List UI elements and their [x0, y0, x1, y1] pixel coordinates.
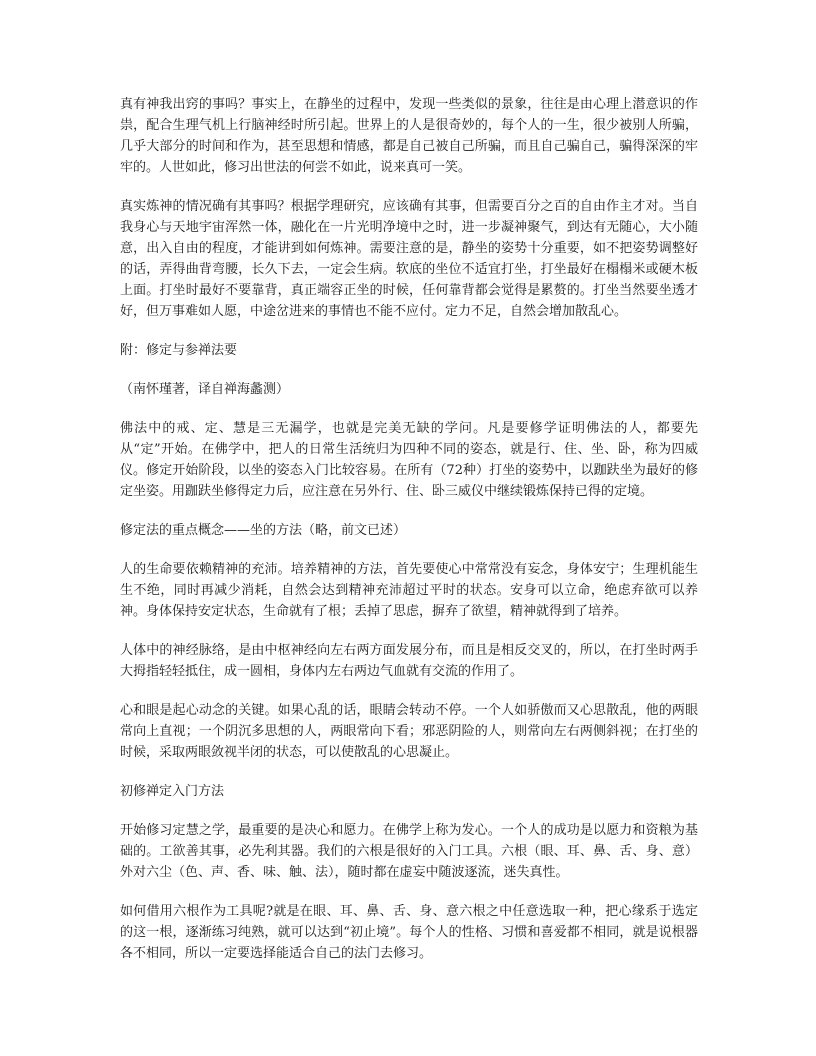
document-page [120, 94, 698, 982]
author-note: （南怀瑾著，译自禅海蠡测） [120, 382, 290, 397]
paragraph-six-roots: 如何借用六根作为工具呢?就是在眼、耳、鼻、舌、身、意六根之中任意选取一种，把心缘系于选定的这一根，逐渐练习纯熟，就可以达到“初止境”。每个人的性格、习惯和喜爱都不相同，就是说根器各不相同，所以一定要选择能适合自己的法门去修习。 [120, 904, 698, 961]
section-heading-beginner-methods: 初修禅定入门方法 [120, 784, 225, 799]
paragraph-out-of-body: 真有神我出窍的事吗？事实上，在静坐的过程中，发现一些类似的景象，往往是由心理上潜意识的作祟，配合生理气机上行脑神经时所引起。世界上的人是很奇妙的，每个人的一生，很少被别人所骗，几乎大部分的时间和作为，甚至思想和情感，都是自己被自己所骗，而且自己骗自己，骗得深深的牢牢的。人世如此，修习出世法的何尝不如此，说来真可一笑。 [120, 97, 698, 175]
paragraph-nerve-channels: 人体中的神经脉络，是由中枢神经向左右两方面发展分布，而且是相反交叉的，所以，在打坐时两手大拇指轻轻抵住，成一圆相，身体内左右两边气血就有交流的作用了。 [120, 643, 698, 679]
paragraph-refining-spirit: 真实炼神的情况确有其事吗？根据学理研究，应该确有其事，但需要百分之百的自由作主才对。当自我身心与天地宇宙浑然一体，融化在一片光明净境中之时，进一步凝神聚气，到达有无随心，大小随意，出入自由的程度，才能讲到如何炼神。需要注意的是，静坐的姿势十分重要，如不把姿势调整好的话，弄得曲背弯腰，长久下去，一定会生病。软底的坐位不适宜打坐，打坐最好在榻榻米或硬木板上面。打坐时最好不要靠背，真正端容正坐的时候，任何靠背都会觉得是累赘的。打坐当然要坐透才好，但万事难如人愿，中途岔进来的事情也不能不应付。定力不足，自然会增加散乱心。 [120, 199, 698, 319]
paragraph-heart-and-eyes: 心和眼是起心动念的关键。如果心乱的话，眼睛会转动不停。一个人如骄傲而又心思散乱，他的两眼常向上直视；一个阴沉多思想的人，两眼常向下看；邪恶阴险的人，则常向左右两侧斜视；在打坐的时候，采取两眼敛视半闭的状态，可以使散乱的心思凝止。 [120, 703, 698, 760]
section-heading-appendix: 附：修定与参禅法要 [120, 343, 238, 358]
paragraph-three-learnings: 佛法中的戒、定、慧是三无漏学，也就是完美无缺的学问。凡是要修学证明佛法的人，都要先从“定”开始。在佛学中，把人的日常生活统归为四种不同的姿态，就是行、住、坐、卧，称为四威仪。修定开始阶段，以坐的姿态入门比较容易。在所有（72种）打坐的姿势中，以跏趺坐为最好的修定坐姿。用跏趺坐修得定力后，应注意在另外行、住、卧三威仪中继续锻炼保持已得的定境。 [120, 421, 698, 499]
paragraph-nourish-spirit: 人的生命要依赖精神的充沛。培养精神的方法，首先要使心中常常没有妄念，身体安宁；生理机能生生不绝，同时再减少消耗，自然会达到精神充沛超过平时的状态。安身可以立命，绝虑弃欲可以养神。身体保持安定状态，生命就有了根；丢掉了思虑，摒弃了欲望，精神就得到了培养。 [120, 562, 698, 619]
section-heading-key-concepts: 修定法的重点概念——坐的方法（略，前文已述） [120, 523, 407, 538]
paragraph-resolve-and-vow: 开始修习定慧之学，最重要的是决心和愿力。在佛学上称为发心。一个人的成功是以愿力和资粮为基础的。工欲善其事，必先利其器。我们的六根是很好的入门工具。六根（眼、耳、鼻、舌、身、意）外对六尘（色、声、香、味、触、法），随时都在虚妄中随波逐流，迷失真性。 [120, 823, 698, 880]
